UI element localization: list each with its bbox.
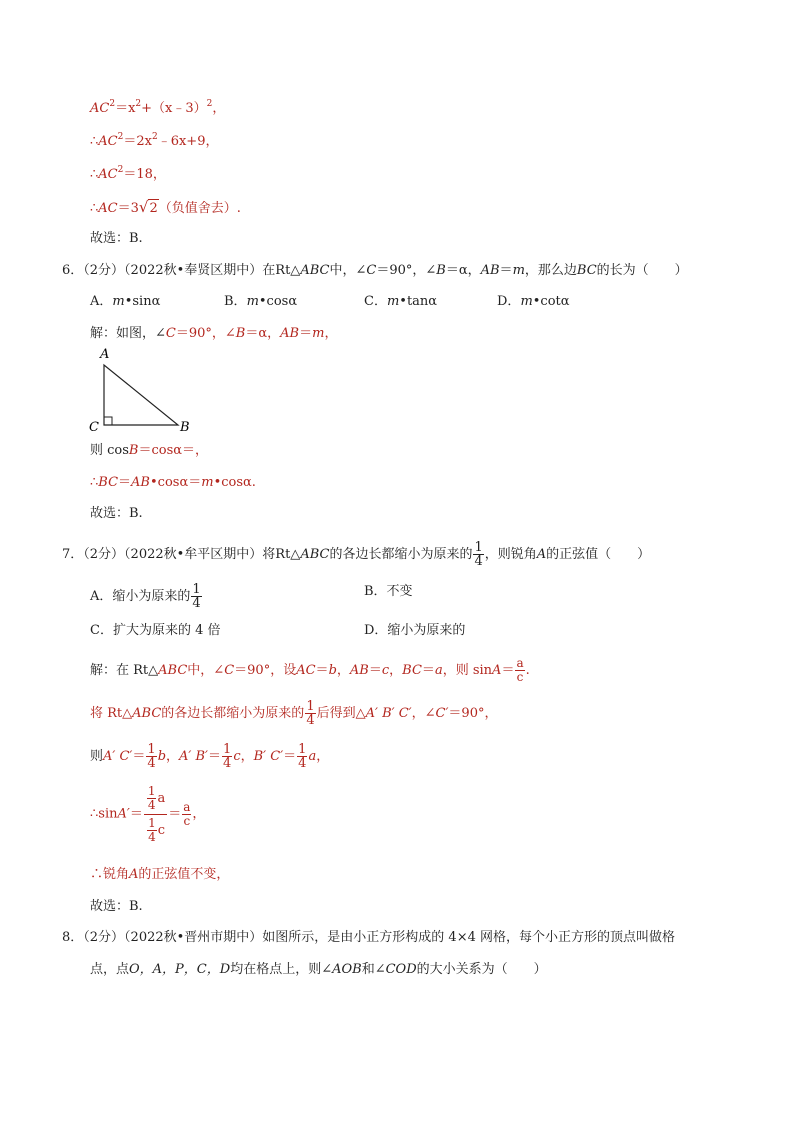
q6-solution-line-2: 则 cosB＝cosα＝， [90,443,209,458]
q6-option-a[interactable]: A．m•sinα [90,294,161,309]
prev-solution-line-4: ∴AC＝3√2（负值舍去）. [90,198,241,216]
q6-option-b[interactable]: B．m•cosα [224,294,298,309]
prev-solution-line-2: $\therefore AC^2=2x^2﹣6x+9$， [90,132,219,149]
prev-solution-line-1: $AC^2=x^2+(x﹣3)^2$， [90,99,226,116]
triangle-abc [104,365,178,425]
q7-option-d[interactable]: D．缩小为原来的 [364,623,466,638]
q6-option-d[interactable]: D．m•cotα [497,294,570,309]
q6-stem: 6．（2分）（2022秋•奉贤区期中）在Rt△ABC中，∠C＝90°，∠B＝α，AB＝m，那么边BC的长为（ ） [62,263,688,278]
prev-answer: 故选：B. [90,231,143,246]
q8-stem-line-1: 8．（2分）（2022秋•晋州市期中）如图所示，是由小正方形构成的 4×4 网格，每个小正方形的顶点叫做格 [62,930,675,945]
q6-answer: 故选：B. [90,506,143,521]
q7-stem: 7．（2分）（2022秋•牟平区期中）将Rt△ABC的各边长都缩小为原来的 $\frac{1}{4}$ ，则锐角A的正弦值（ ） [62,540,651,569]
q6-option-c[interactable]: C．m•tanα [364,294,438,309]
prev-solution-line-3: $\therefore AC^2=18$， [90,165,166,182]
vertex-label-a: A [100,347,110,362]
q7-option-c[interactable]: C．扩大为原来的 4 倍 [90,623,221,638]
q7-solution-line-4: ∴sinA′＝ $\frac{1}{4}$ a $\frac{1}{4}$ c ＝ $\frac{a}{c}$ ， [90,784,206,844]
q7-solution-line-3: 则A′ C′＝ $\frac{1}{4}$ b，A′ B′＝ $\frac{1}{4}$ c，B′ C′＝ $\frac{1}{4}$ a， [90,742,330,771]
q6-triangle-figure [86,345,196,435]
q7-solution-line-1: 解：在 Rt△ABC中，∠C＝90°，设AC＝b，AB＝c，BC＝a，则 sinA＝ $\frac{a}{c}$ . [90,656,530,684]
vertex-label-b: B [180,420,190,435]
q7-option-b[interactable]: B．不变 [364,584,413,599]
q6-solution-line-3: ∴BC＝AB•cosα＝m•cosα. [90,475,256,490]
q6-solution-line-1: 解：如图，∠C＝90°，∠B＝α，AB＝m， [90,326,338,341]
right-angle-mark [104,417,112,425]
q7-solution-line-5: ∴锐角A的正弦值不变， [90,867,230,882]
q7-option-a[interactable]: A．缩小为原来的 $\frac{1}{4}$ [90,582,201,611]
q8-stem-line-2: 点，点O，A，P，C，D均在格点上，则∠AOB和∠COD的大小关系为（ ） [90,962,547,977]
q7-solution-line-2: 将 Rt△ABC的各边长都缩小为原来的 $\frac{1}{4}$ 后得到△A′ B′ C′，∠C′＝90°， [90,699,498,728]
vertex-label-c: C [89,420,99,435]
q7-answer: 故选：B. [90,899,143,914]
